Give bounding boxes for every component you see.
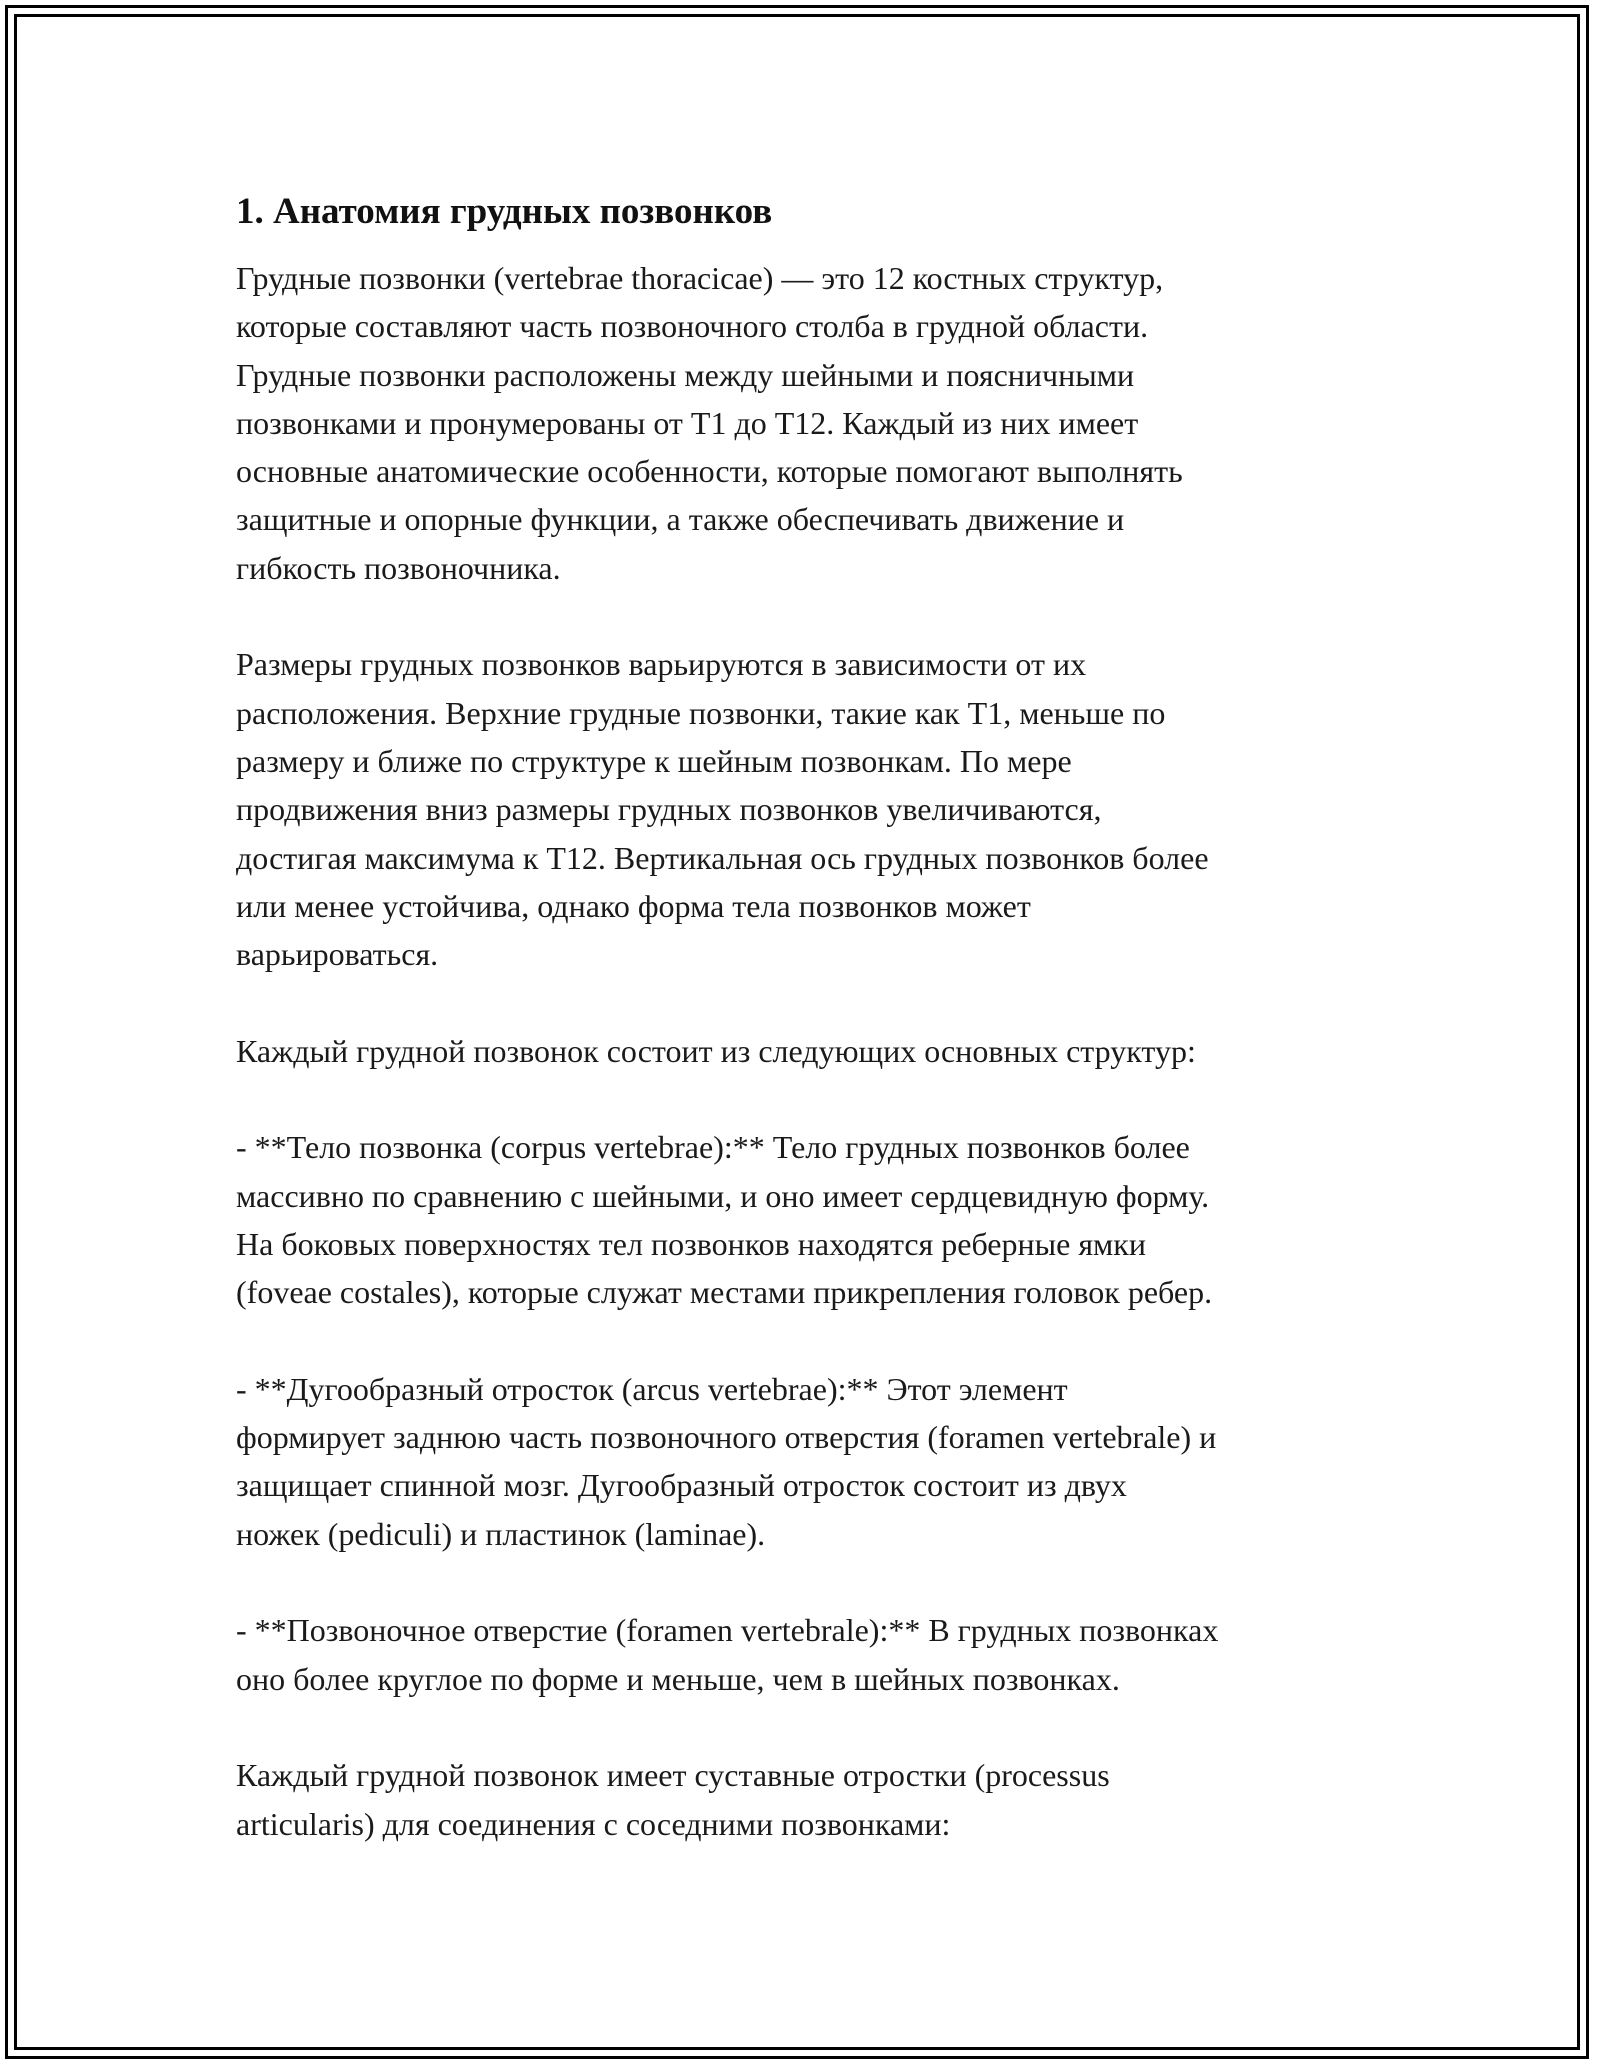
text-line: - **Тело позвонка (corpus vertebrae):** Тело грудных позвонков более <box>236 1129 1190 1166</box>
text-line: Размеры грудных позвонков варьируются в зависимости от их <box>236 646 1087 683</box>
text-line: позвонками и пронумерованы от T1 до T12. Каждый из них имеет <box>236 404 1139 441</box>
text-line: Грудные позвонки (vertebrae thoracicae) — это 12 костных структур, <box>236 260 1164 296</box>
text-line: расположения. Верхние грудные позвонки, такие как T1, меньше по <box>236 694 1166 731</box>
paragraph <box>236 640 1386 978</box>
text-line: варьироваться. <box>236 936 439 973</box>
text-line: articularis) для соединения с соседними позвонками: <box>236 1805 951 1842</box>
paragraph <box>236 1606 1386 1703</box>
text-line: продвижения вниз размеры грудных позвонков увеличиваются, <box>236 791 1102 828</box>
document-body <box>236 254 1386 1848</box>
text-line: формирует заднюю часть позвоночного отверстия (foramen vertebrale) и <box>236 1419 1217 1456</box>
paragraph <box>236 1751 1386 1848</box>
section-heading: 1. Анатомия грудных позвонков <box>236 191 773 232</box>
text-line: Каждый грудной позвонок состоит из следующих основных структур: <box>236 1032 1196 1069</box>
text-line: массивно по сравнению с шейными, и оно имеет сердцевидную форму. <box>236 1177 1210 1214</box>
text-line: достигая максимума к T12. Вертикальная ось грудных позвонков более <box>236 839 1209 876</box>
text-line: или менее устойчива, однако форма тела позвонков может <box>236 887 1031 924</box>
text-line: (foveae costales), которые служат местами прикрепления головок ребер. <box>236 1274 1213 1311</box>
text-line: основные анатомические особенности, которые помогают выполнять <box>236 453 1183 490</box>
text-line: защищает спинной мозг. Дугообразный отросток состоит из двух <box>236 1467 1127 1504</box>
text-line: защитные и опорные функции, а также обеспечивать движение и <box>236 501 1125 538</box>
text-line: ножек (pediculi) и пластинок (laminae). <box>236 1515 766 1552</box>
document-page <box>236 188 1386 1896</box>
text-line: которые составляют часть позвоночного столба в грудной области. <box>236 308 1149 345</box>
text-line: оно более круглое по форме и меньше, чем в шейных позвонках. <box>236 1660 1120 1697</box>
paragraph <box>236 1123 1386 1316</box>
text-line: размеру и ближе по структуре к шейным позвонкам. По мере <box>236 742 1072 779</box>
text-line: - **Дугообразный отросток (arcus vertebrae):** Этот элемент <box>236 1370 1068 1407</box>
paragraph <box>236 254 1386 592</box>
text-line: гибкость позвоночника. <box>236 549 561 586</box>
paragraph <box>236 1027 1386 1075</box>
paragraph <box>236 1365 1386 1558</box>
text-line: Каждый грудной позвонок имеет суставные отростки (processus <box>236 1757 1110 1794</box>
text-line: На боковых поверхностях тел позвонков находятся реберные ямки <box>236 1225 1146 1262</box>
text-line: - **Позвоночное отверстие (foramen vertebrale):** В грудных позвонках <box>236 1612 1219 1649</box>
text-line: Грудные позвонки расположены между шейными и поясничными <box>236 356 1135 393</box>
